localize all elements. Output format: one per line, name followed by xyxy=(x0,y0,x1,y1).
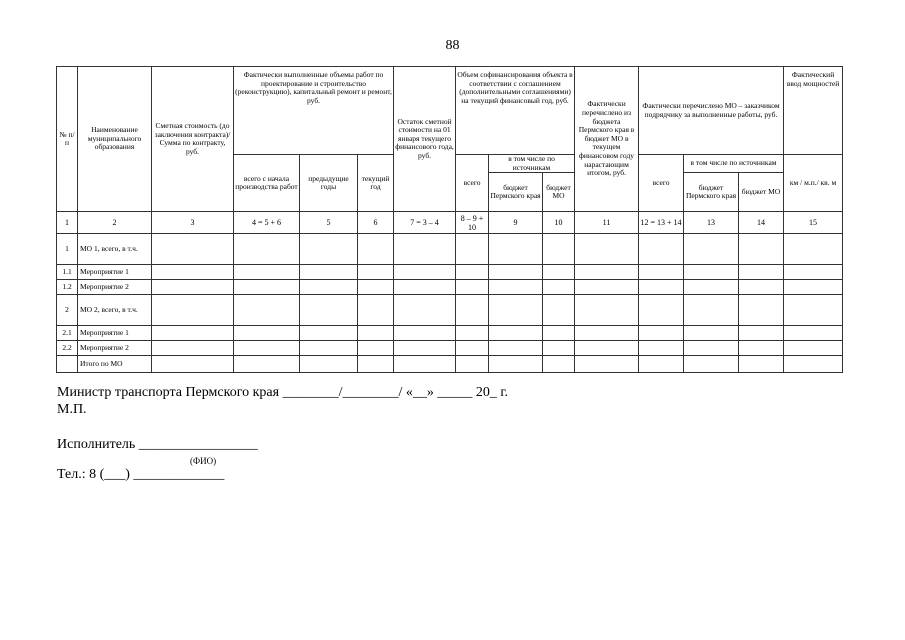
minister-signature-line: Министр транспорта Пермского края ________/________/ «__» _____ 20_ г. xyxy=(57,385,509,400)
column-number: 4 = 5 + 6 xyxy=(234,212,300,234)
header-transferred-mo-budget: бюджет МО xyxy=(739,173,784,212)
header-remaining-cost: Остаток сметной стоимости на 01 января текущего финансового года, руб. xyxy=(394,67,456,212)
header-transferred-by-source: в том числе по источникам xyxy=(684,155,784,173)
header-municipality-name: Наименование муниципального образования xyxy=(78,67,152,212)
column-number: 1 xyxy=(57,212,78,234)
header-cofinancing-mo-budget: бюджет МО xyxy=(543,173,575,212)
header-estimated-cost: Сметная стоимость (до заключения контракта)/ Сумма по контракту, руб. xyxy=(152,67,234,212)
row-number xyxy=(57,356,78,373)
phone-line: Тел.: 8 (___) _____________ xyxy=(57,467,225,482)
header-transferred-regional-budget: бюджет Пермского края xyxy=(684,173,739,212)
column-number: 7 = 3 – 4 xyxy=(394,212,456,234)
header-cofinancing-regional-budget: бюджет Пермского края xyxy=(489,173,543,212)
column-number: 6 xyxy=(358,212,394,234)
row-name: Мероприятие 2 xyxy=(78,280,152,295)
row-number: 1.1 xyxy=(57,265,78,280)
column-number: 11 xyxy=(575,212,639,234)
header-row-number: № п/п xyxy=(57,67,78,212)
header-actual-volumes: Фактически выполненные объемы работ по проектирование и строительство (реконструкцию), капитальный ремонт и ремонт, руб. xyxy=(234,67,394,155)
row-name: Мероприятие 1 xyxy=(78,326,152,341)
stamp-label: М.П. xyxy=(57,402,87,417)
page-number: 88 xyxy=(445,38,460,53)
column-number: 15 xyxy=(784,212,843,234)
header-transferred-from-region: Фактически перечислено из бюджета Пермского края в бюджет МО в текущем финансовом году нарастающим итогом, руб. xyxy=(575,67,639,212)
report-table xyxy=(56,66,843,373)
column-number: 9 xyxy=(489,212,543,234)
row-name: Итого по МО xyxy=(78,356,152,373)
column-number: 8 – 9 + 10 xyxy=(456,212,489,234)
header-cofinancing-by-source: в том числе по источникам xyxy=(489,155,575,173)
fio-label: (ФИО) xyxy=(190,456,217,466)
header-total-since-start: всего с начала производства работ xyxy=(234,155,300,212)
row-name: Мероприятие 1 xyxy=(78,265,152,280)
row-number: 2.2 xyxy=(57,341,78,356)
row-number: 2.1 xyxy=(57,326,78,341)
column-number: 13 xyxy=(684,212,739,234)
column-number: 3 xyxy=(152,212,234,234)
header-previous-years: предыдущие годы xyxy=(300,155,358,212)
row-name: МО 1, всего, в т.ч. xyxy=(78,234,152,265)
row-number: 2 xyxy=(57,295,78,326)
executor-line: Исполнитель _________________ xyxy=(57,437,258,452)
column-number: 14 xyxy=(739,212,784,234)
header-cofinancing-volume: Объем софинансирования объекта в соответствии с соглашением (дополнительными соглашениями) на текущий финансовый год, руб. xyxy=(456,67,575,155)
header-transferred-total: всего xyxy=(639,155,684,212)
header-transferred-by-mo: Фактически перечислено МО – заказчиком подрядчику за выполненные работы, руб. xyxy=(639,67,784,155)
row-number: 1 xyxy=(57,234,78,265)
column-number: 10 xyxy=(543,212,575,234)
header-commissioned-capacity: Фактический ввод мощностей xyxy=(784,67,843,155)
row-name: МО 2, всего, в т.ч. xyxy=(78,295,152,326)
header-current-year: текущий год xyxy=(358,155,394,212)
column-number: 5 xyxy=(300,212,358,234)
column-number: 2 xyxy=(78,212,152,234)
header-cofinancing-total: всего xyxy=(456,155,489,212)
column-number: 12 = 13 + 14 xyxy=(639,212,684,234)
row-name: Мероприятие 2 xyxy=(78,341,152,356)
header-capacity-units: км / м.п./ кв. м xyxy=(784,155,843,212)
row-number: 1.2 xyxy=(57,280,78,295)
